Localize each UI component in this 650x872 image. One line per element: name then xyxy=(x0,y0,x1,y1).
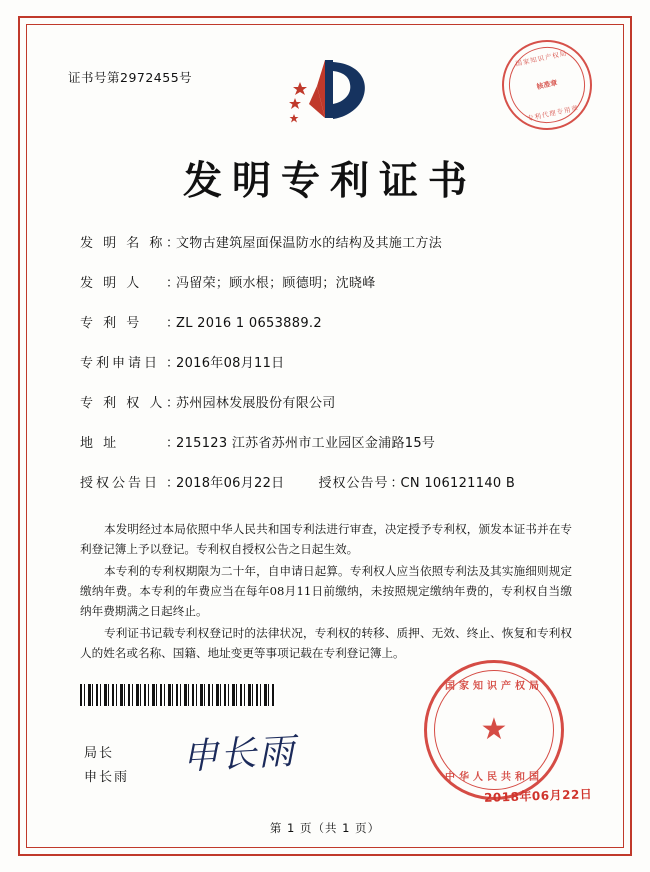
corner-ornament-top-right xyxy=(598,16,632,50)
field-patent-number xyxy=(80,312,580,331)
paragraph-2: 本专利的专利权期限为二十年，自申请日起算。专利权人应当依照专利法及其实施细则规定缴纳年费。本专利的年费应当在每年08月11日前缴纳，未按照规定缴纳年费的，专利权自当缴纳年费期满之日起终止。 xyxy=(80,563,572,618)
seal-center-text: 核准章 xyxy=(535,78,559,92)
field-value: 苏州园林发展股份有限公司 xyxy=(176,396,336,411)
paragraph-1: 本发明经过本局依照中华人民共和国专利法进行审查，决定授予专利权，颁发本证书并在专利登记簿上予以登记。专利权自授权公告之日起生效。 xyxy=(80,522,572,556)
field-label: 专 利 权 人 xyxy=(80,396,166,411)
field-label: 发 明 名 称 xyxy=(80,236,166,251)
seal-top-text: 国家知识产权局 xyxy=(514,49,568,68)
field-colon: ： xyxy=(166,476,180,491)
field-inventors xyxy=(80,272,580,291)
director-block xyxy=(84,742,129,790)
field-label: 发 明 人 xyxy=(80,276,143,291)
field-grant-announcement xyxy=(80,472,580,491)
legal-body-text xyxy=(80,520,572,666)
field-colon: ： xyxy=(166,396,180,411)
field-colon: ： xyxy=(390,476,404,491)
field-colon: ： xyxy=(166,236,180,251)
corner-ornament-top-left xyxy=(18,16,52,50)
field-application-date xyxy=(80,352,580,371)
field-value: ZL 2016 1 0653889.2 xyxy=(176,316,322,331)
certificate-number: 证书号第2972455号 xyxy=(68,70,193,85)
official-round-seal xyxy=(424,660,564,800)
field-value: 冯留荣；顾水根；顾德明；沈晓峰 xyxy=(176,276,376,291)
field-invention-name xyxy=(80,232,580,251)
field-colon: ： xyxy=(166,356,180,371)
field-label: 专 利 号 xyxy=(80,316,143,331)
field-address xyxy=(80,432,580,451)
field-colon: ： xyxy=(166,316,180,331)
seal-main-top-text: 国家知识产权局 xyxy=(445,681,543,692)
page-title: 发明专利证书 xyxy=(182,158,477,204)
grant-date-value: 2018年06月22日 xyxy=(176,476,285,491)
director-label: 局长 xyxy=(84,746,115,761)
grant-number-value: CN 106121140 B xyxy=(400,476,516,491)
seal-bottom-text: 专利代理专用章 xyxy=(526,103,580,123)
field-colon: ： xyxy=(166,436,180,451)
star-icon: ★ xyxy=(480,712,508,747)
grant-date-label: 授权公告日 xyxy=(80,476,161,491)
field-value: 215123 江苏省苏州市工业园区金浦路15号 xyxy=(176,436,436,451)
paragraph-3: 专利证书记载专利权登记时的法律状况，专利权的转移、质押、无效、终止、恢复和专利权人的姓名或名称、国籍、地址变更等事项记载在专利登记簿上。 xyxy=(80,625,572,660)
field-label: 地 址 xyxy=(80,436,120,451)
field-colon: ： xyxy=(166,276,180,291)
field-patentee xyxy=(80,392,580,411)
certificate-fields xyxy=(80,232,580,512)
handwritten-signature: 申长雨 xyxy=(181,731,298,778)
barcode xyxy=(80,684,276,706)
patent-office-logo-icon xyxy=(270,56,380,136)
grant-number-label: 授权公告号 xyxy=(318,476,389,491)
seal-date: 2018年06月22日 xyxy=(483,787,593,805)
director-name: 申长雨 xyxy=(84,770,130,786)
field-value: 文物古建筑屋面保温防水的结构及其施工方法 xyxy=(176,236,443,251)
page-footer: 第 1 页（共 1 页） xyxy=(269,821,381,835)
seal-main-bottom-text: 中华人民共和国 xyxy=(445,772,543,783)
field-value: 2016年08月11日 xyxy=(176,356,285,371)
field-label: 专利申请日 xyxy=(80,356,161,371)
